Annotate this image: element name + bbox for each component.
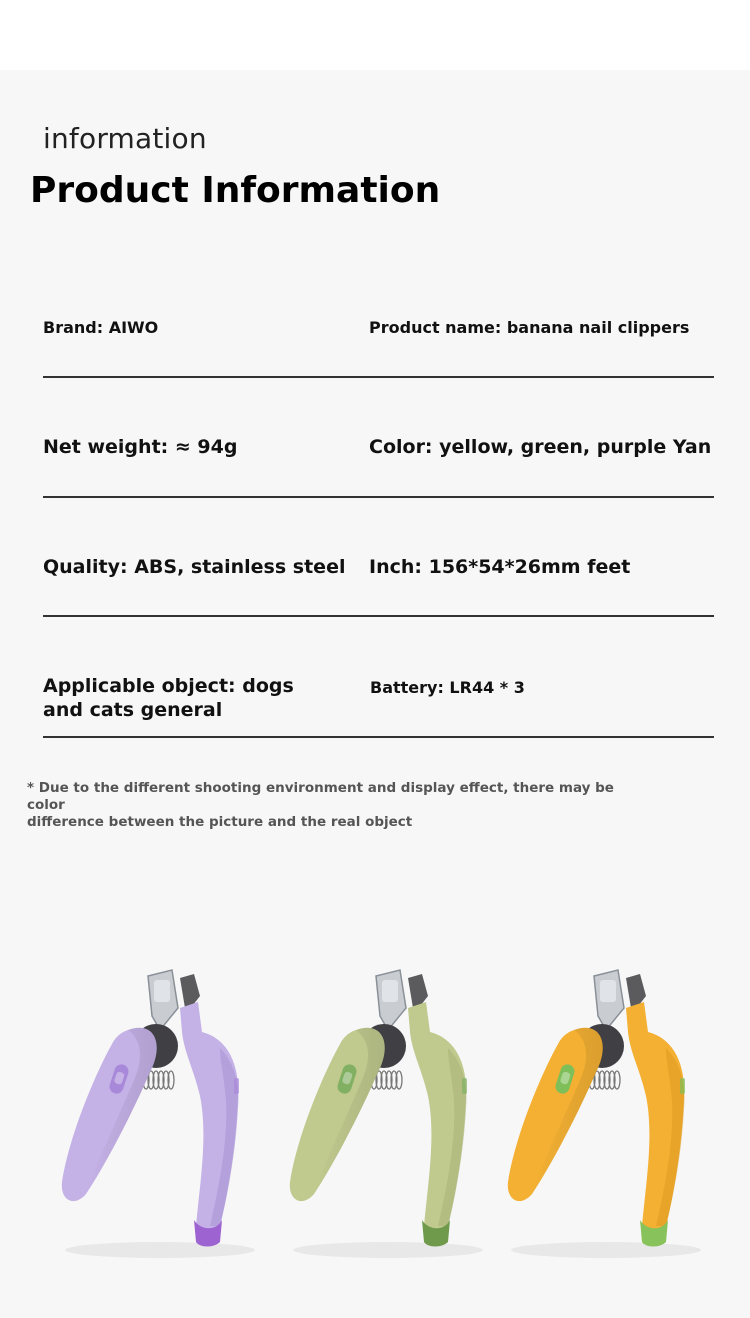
top-banner-strip bbox=[0, 0, 750, 70]
disclaimer-line1: * Due to the different shooting environment and display effect, there may be color bbox=[27, 780, 614, 813]
clipper-shadow bbox=[65, 1242, 255, 1258]
spec-applicable-object bbox=[43, 674, 294, 722]
section-eyebrow: information bbox=[43, 122, 207, 155]
spec-row bbox=[43, 540, 714, 617]
blade-highlight bbox=[382, 980, 398, 1002]
blade-highlight bbox=[600, 980, 616, 1002]
spec-product-name: Product name: banana nail clippers bbox=[369, 318, 690, 337]
spec-net-weight: Net weight: ≈ 94g bbox=[43, 436, 238, 458]
spec-quality: Quality: ABS, stainless steel bbox=[43, 556, 346, 578]
disclaimer-note bbox=[27, 780, 647, 831]
clipper-purple bbox=[62, 970, 255, 1258]
clipper-yellow bbox=[508, 970, 701, 1258]
product-photo bbox=[0, 950, 750, 1270]
nail-clippers-illustration bbox=[0, 950, 750, 1270]
clipper-shadow bbox=[511, 1242, 701, 1258]
spec-brand: Brand: AIWO bbox=[43, 318, 159, 337]
spec-row bbox=[43, 660, 714, 738]
spec-dimensions: Inch: 156*54*26mm feet bbox=[369, 556, 631, 578]
side-slider bbox=[234, 1078, 239, 1094]
spec-row bbox=[43, 300, 714, 378]
disclaimer-line2: difference between the picture and the real object bbox=[27, 814, 413, 830]
spec-row bbox=[43, 420, 714, 498]
clipper-shadow bbox=[293, 1242, 483, 1258]
blade-highlight bbox=[154, 980, 170, 1002]
page-title: Product Information bbox=[30, 170, 441, 211]
clipper-green bbox=[290, 970, 483, 1258]
spec-battery: Battery: LR44 * 3 bbox=[370, 678, 525, 697]
spec-applicable-object-line2: and cats general bbox=[43, 699, 223, 721]
side-slider bbox=[680, 1078, 685, 1094]
spec-applicable-object-line1: Applicable object: dogs bbox=[43, 675, 294, 697]
side-slider bbox=[462, 1078, 467, 1094]
spec-color: Color: yellow, green, purple Yan bbox=[369, 436, 712, 458]
